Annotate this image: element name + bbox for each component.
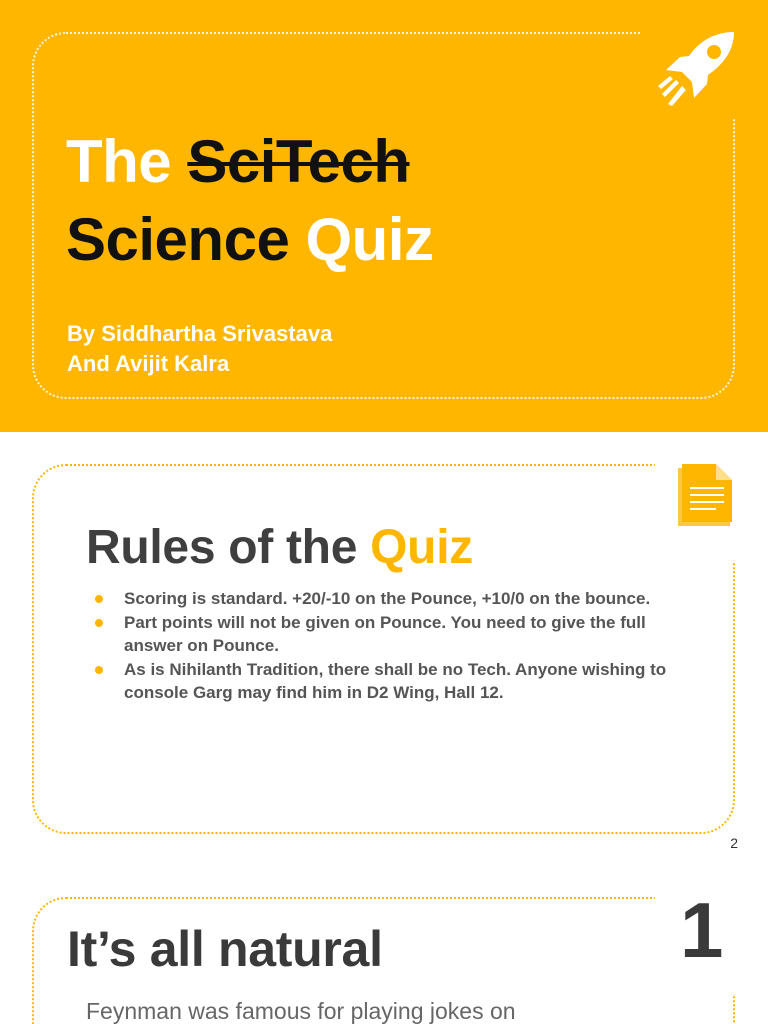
rule-text: Part points will not be given on Pounce. You need to give the full answer on Pounce. [124, 613, 646, 655]
bullet-icon [95, 666, 103, 674]
question-text: Feynman was famous for playing jokes on [86, 998, 516, 1024]
title-word-quiz: Quiz [305, 206, 434, 273]
list-item [92, 658, 672, 704]
bullet-icon [95, 595, 103, 603]
author-line-2: And Avijit Kalra [67, 351, 230, 376]
rule-text: Scoring is standard. +20/-10 on the Pounce, +10/0 on the bounce. [124, 589, 651, 608]
list-item [92, 611, 672, 657]
rules-slide [0, 432, 768, 864]
slide-title-line-2 [66, 208, 434, 272]
title-word-scitech-struck: SciTech [187, 128, 410, 195]
question-number: 1 [680, 886, 724, 974]
title-text: Rules of the [86, 521, 358, 574]
slide-title-line-1 [66, 130, 410, 194]
rules-list [92, 587, 672, 705]
rocket-icon [656, 30, 738, 108]
document-icon [676, 462, 734, 528]
bullet-icon [95, 619, 103, 627]
title-word-the: The [66, 128, 172, 195]
list-item [92, 587, 672, 610]
question-slide [0, 864, 768, 1024]
title-word-science: Science [66, 206, 290, 273]
title-accent-word: Quiz [370, 521, 473, 574]
rule-text: As is Nihilanth Tradition, there shall be no Tech. Anyone wishing to console Garg may find him in D2 Wing, Hall 12. [124, 660, 667, 702]
page-number: 2 [730, 835, 738, 851]
slide-title: It’s all natural [67, 921, 383, 977]
author-line-1: By Siddhartha Srivastava [67, 321, 333, 346]
title-slide [0, 0, 768, 432]
slide-title [86, 520, 473, 575]
